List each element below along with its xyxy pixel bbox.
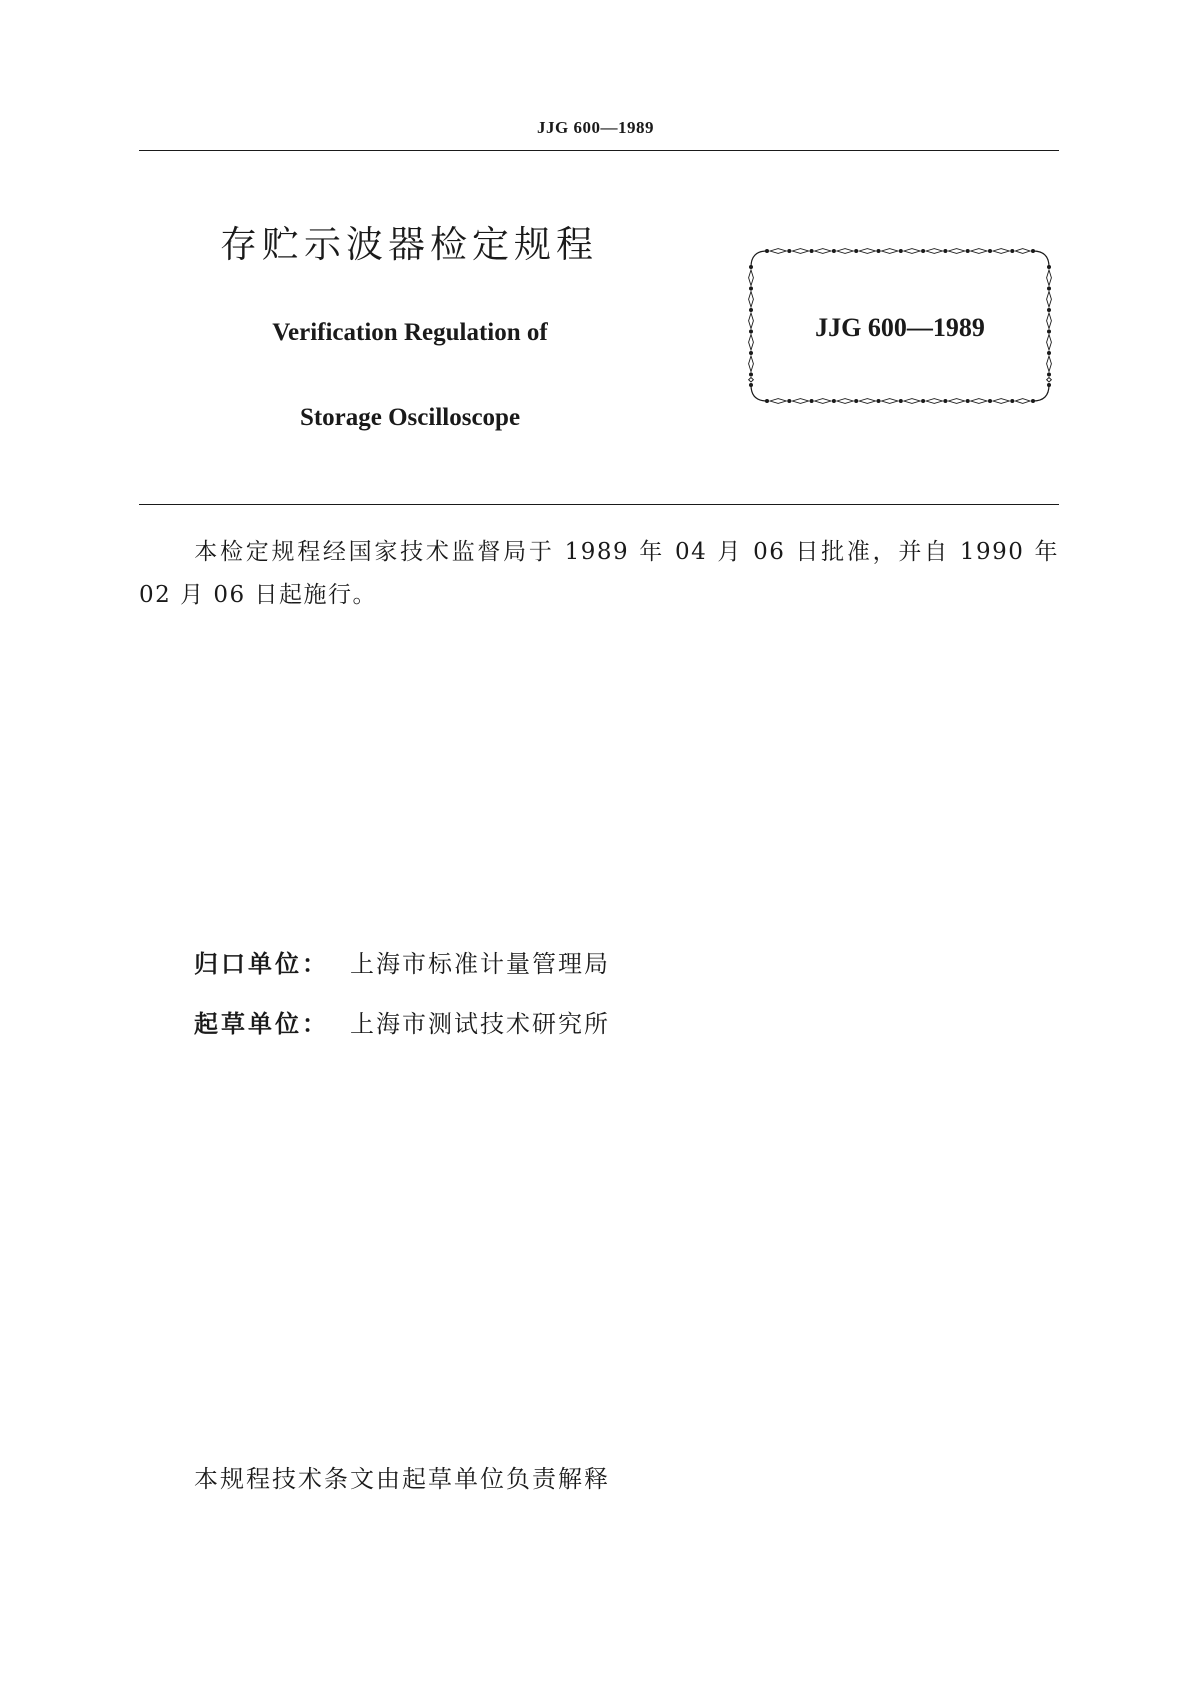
- frame-dot: [854, 249, 858, 253]
- title-chinese: 存贮示波器检定规程: [220, 223, 598, 266]
- frame-dot: [1010, 399, 1014, 403]
- frame-dot: [1047, 308, 1051, 312]
- frame-diamond: [948, 249, 964, 254]
- frame-dot: [787, 249, 791, 253]
- title-english-line-2: Storage Oscilloscope: [299, 404, 521, 431]
- approval-text: 本检定规程经国家技术监督局于 1989 年 04 月 06 日批准，并自 1990 年 02 月 06 日起施行。: [139, 539, 1059, 608]
- approval-statement: [139, 531, 1059, 617]
- frame-diamond: [904, 399, 920, 404]
- frame-dot: [765, 399, 769, 403]
- frame-dot: [988, 249, 992, 253]
- frame-dot: [1047, 351, 1051, 355]
- frame-dot: [921, 249, 925, 253]
- frame-dot: [899, 399, 903, 403]
- frame-dot: [988, 399, 992, 403]
- frame-diamond: [904, 249, 920, 254]
- frame-diamond: [1047, 356, 1052, 372]
- frame-dot: [749, 308, 753, 312]
- frame-diamond: [749, 378, 754, 383]
- frame-dot: [921, 399, 925, 403]
- frame-diamond: [882, 399, 898, 404]
- frame-dot: [877, 399, 881, 403]
- frame-corner: [1033, 385, 1049, 401]
- frame-diamond: [948, 399, 964, 404]
- frame-diamond: [1015, 249, 1030, 254]
- frame-dot: [1031, 249, 1035, 253]
- frame-dot: [1047, 287, 1051, 291]
- frame-diamond: [971, 399, 987, 404]
- interpretation-note: 本规程技术条文由起草单位负责解释: [194, 1465, 610, 1493]
- frame-diamond: [770, 249, 786, 254]
- frame-dot: [810, 249, 814, 253]
- frame-diamond: [993, 399, 1009, 404]
- frame-dot: [749, 287, 753, 291]
- responsible-unit-value: 上海市标准计量管理局: [350, 950, 610, 978]
- section-rule: [139, 504, 1059, 505]
- frame-dot: [943, 399, 947, 403]
- frame-dot: [877, 249, 881, 253]
- frame-dot: [1031, 399, 1035, 403]
- frame-corner: [751, 251, 767, 267]
- frame-diamond: [926, 249, 942, 254]
- frame-dot: [765, 249, 769, 253]
- frame-diamond: [882, 249, 898, 254]
- frame-dot: [1047, 383, 1051, 387]
- frame-dot: [832, 249, 836, 253]
- regulation-code-frame: [745, 245, 1055, 407]
- frame-diamond: [971, 249, 987, 254]
- title-english-line-1: Verification Regulation of: [272, 319, 548, 346]
- frame-diamond: [837, 249, 853, 254]
- frame-diamond: [815, 249, 831, 254]
- responsible-unit-row: [194, 944, 610, 979]
- frame-diamond: [792, 399, 808, 404]
- frame-dot: [966, 249, 970, 253]
- frame-diamond: [749, 292, 754, 308]
- frame-diamond: [749, 356, 754, 372]
- frame-diamond: [1047, 270, 1052, 286]
- frame-dot: [899, 249, 903, 253]
- drafting-unit-value: 上海市测试技术研究所: [350, 1010, 610, 1038]
- frame-diamond: [770, 399, 786, 404]
- frame-diamond: [792, 249, 808, 254]
- frame-diamond: [993, 249, 1009, 254]
- running-header-code: JJG 600—1989: [537, 118, 654, 137]
- frame-diamond: [859, 249, 875, 254]
- header-rule: [139, 150, 1059, 151]
- frame-diamond: [1015, 399, 1030, 404]
- frame-dot: [787, 399, 791, 403]
- frame-dot: [749, 351, 753, 355]
- frame-dot: [1010, 249, 1014, 253]
- frame-diamond: [749, 270, 754, 286]
- frame-corner: [1033, 251, 1049, 267]
- frame-dot: [749, 373, 753, 377]
- drafting-unit-label: 起草单位：: [194, 1010, 329, 1038]
- frame-dot: [943, 249, 947, 253]
- frame-diamond: [926, 399, 942, 404]
- frame-dot: [832, 399, 836, 403]
- frame-dot: [749, 383, 753, 387]
- frame-diamond: [1047, 378, 1052, 383]
- frame-diamond: [815, 399, 831, 404]
- responsible-unit-label: 归口单位：: [194, 950, 329, 978]
- frame-dot: [966, 399, 970, 403]
- frame-diamond: [1047, 292, 1052, 308]
- frame-dot: [1047, 373, 1051, 377]
- frame-diamond: [837, 399, 853, 404]
- regulation-code: JJG 600—1989: [815, 313, 985, 342]
- frame-dot: [810, 399, 814, 403]
- frame-dot: [749, 265, 753, 269]
- frame-dot: [1047, 265, 1051, 269]
- frame-dot: [854, 399, 858, 403]
- frame-corner: [751, 385, 767, 401]
- drafting-unit-row: [194, 1004, 610, 1039]
- frame-diamond: [859, 399, 875, 404]
